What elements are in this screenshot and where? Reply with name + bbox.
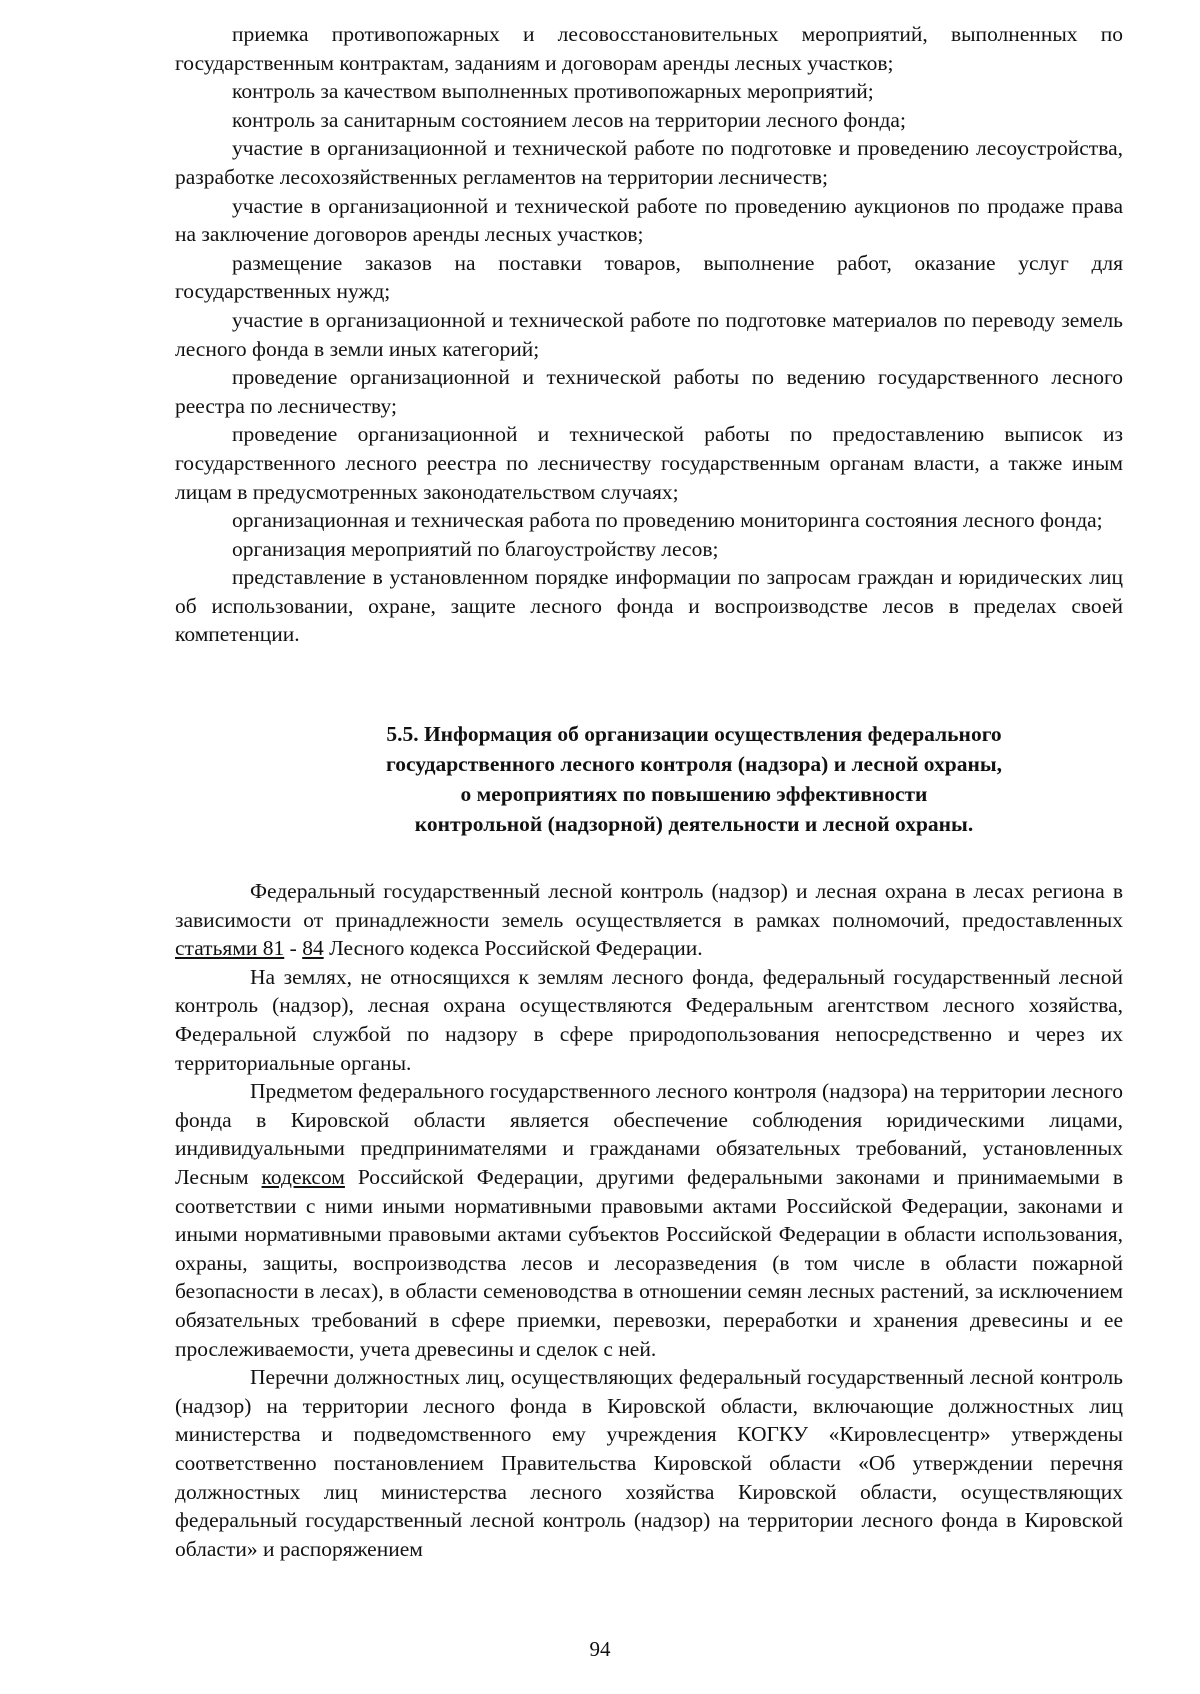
list-item: проведение организационной и технической работы по предоставлению выписок из государственного лесного реестра по лесничеству государственным органам власти, а также иным лицам в предусмотренных законодательством случаях; [175, 422, 1123, 504]
list-item: контроль за санитарным состоянием лесов на территории лесного фонда; [232, 107, 906, 132]
p1-text-after: Лесного кодекса Российской Федерации. [323, 936, 703, 961]
list-item: участие в организационной и технической работе по проведению аукционов по продаже права на заключение договоров аренды лесных участков; [175, 193, 1123, 247]
article-84-link[interactable]: 84 [302, 936, 324, 961]
list-item: контроль за качеством выполненных противопожарных мероприятий; [232, 79, 874, 104]
p3-text-before: Предметом федерального государственного лесного контроля (надзора) на территории лесного фонда в Кировской области является обеспечение соблюдения юридическими лицами, индивидуальными предпринимателями и гражданами обязательных требований, установленных Лесным [175, 1079, 1123, 1189]
list-item: организация мероприятий по благоустройству лесов; [232, 536, 719, 561]
section-title-line: 5.5. Информация об организации осуществления федерального [386, 722, 1002, 747]
section-title-line: о мероприятиях по повышению эффективности [460, 782, 928, 807]
article-81-link[interactable]: статьями 81 [175, 936, 285, 961]
list-item: проведение организационной и технической работы по ведению государственного лесного реестра по лесничеству; [175, 365, 1123, 418]
list-item: участие в организационной и технической работе по подготовке и проведению лесоустройства, разработке лесохозяйственных регламентов на территории лесничеств; [175, 136, 1123, 189]
duties-list [175, 20, 1123, 649]
body-paragraph-1 [175, 877, 1123, 963]
list-item: приемка противопожарных и лесовосстановительных мероприятий, выполненных по государственным контрактам, заданиям и договорам аренды лесных участков; [175, 22, 1123, 75]
section-title [175, 719, 1123, 839]
p1-dash: - [284, 936, 303, 961]
list-item: организационная и техническая работа по проведению мониторинга состояния лесного фонда; [232, 508, 1103, 533]
list-item: размещение заказов на поставки товаров, выполнение работ, оказание услуг для государственных нужд; [175, 250, 1123, 304]
codex-link[interactable]: кодексом [261, 1165, 345, 1189]
body-paragraph-2: На землях, не относящихся к землям лесного фонда, федеральный государственный лесной контроль (надзор), лесная охрана осуществляются Федеральным агентством лесного хозяйства, Федеральной службой по надзору в сфере природопользования непосредственно и через их территориальные органы. [175, 964, 1123, 1075]
section-title-line: государственного лесного контроля (надзора) и лесной охраны, [385, 752, 1003, 777]
list-item: представление в установленном порядке информации по запросам граждан и юридических лиц об использовании, охране, защите лесного фонда и воспроизводстве лесов в пределах своей компетенции. [175, 565, 1123, 647]
p3-text-after: Российской Федерации, другими федеральными законами и принимаемыми в соответствии с ними иными нормативными правовыми актами Российской Федерации, законами и иными нормативными правовыми актами субъектов Российской Федерации в области использования, охраны, защиты, воспроизводства лесов и лесоразведения (в том числе в области пожарной безопасности в лесах), в области семеноводства в отношении семян лесных растений, за исключением обязательных требований в сфере приемки, перевозки, переработки и хранения древесины и ее прослеживаемости, учета древесины и сделок с ней. [175, 1165, 1123, 1361]
body-paragraph-3 [175, 1077, 1123, 1363]
section-title-line: контрольной (надзорной) деятельности и лесной охраны. [414, 812, 974, 837]
list-item: участие в организационной и технической работе по подготовке материалов по переводу земель лесного фонда в земли иных категорий; [175, 307, 1123, 361]
page-content [175, 20, 1123, 1563]
p1-text-before: Федеральный государственный лесной контроль (надзор) и лесная охрана в лесах региона в зависимости от принадлежности земель осуществляется в рамках полномочий, предоставленных [175, 879, 1123, 932]
page-number: 94 [589, 1637, 611, 1661]
body-paragraph-4: Перечни должностных лиц, осуществляющих федеральный государственный лесной контроль (надзор) на территории лесного фонда в Кировской области, включающие должностных лиц министерства и подведомственного ему учреждения КОГКУ «Кировлесцентр» утверждены соответственно постановлением Правительства Кировской области «Об утверждении перечня должностных лиц министерства лесного хозяйства Кировской области, осуществляющих федеральный государственный лесной контроль (надзор) на территории лесного фонда в Кировской области» и распоряжением [175, 1365, 1123, 1561]
